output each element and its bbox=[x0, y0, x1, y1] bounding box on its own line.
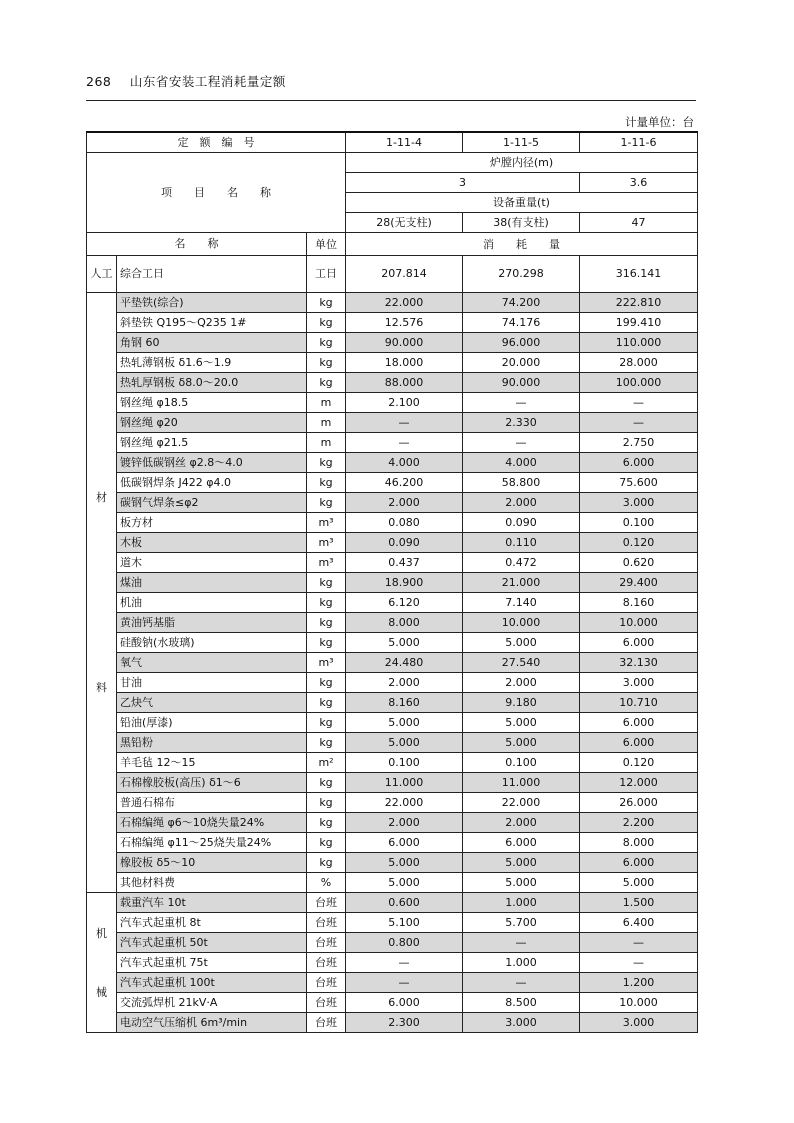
material-row bbox=[87, 353, 698, 373]
material-value: 2.100 bbox=[346, 393, 463, 413]
machinery-value: 2.300 bbox=[346, 1013, 463, 1033]
material-value: 5.000 bbox=[580, 873, 698, 893]
machinery-value: — bbox=[580, 953, 698, 973]
material-value: 6.000 bbox=[463, 833, 580, 853]
material-name: 木板 bbox=[117, 533, 307, 553]
machinery-group-char: 械 bbox=[96, 985, 107, 999]
material-unit: kg bbox=[307, 293, 346, 313]
machinery-value: 6.000 bbox=[346, 993, 463, 1013]
machinery-value: 1.000 bbox=[463, 953, 580, 973]
machinery-row bbox=[87, 953, 698, 973]
material-value: 24.480 bbox=[346, 653, 463, 673]
material-value: 2.000 bbox=[346, 813, 463, 833]
machinery-value: 5.100 bbox=[346, 913, 463, 933]
material-row bbox=[87, 833, 698, 853]
furnace-diameter-label: 炉膛内径(m) bbox=[346, 153, 698, 173]
material-name: 乙炔气 bbox=[117, 693, 307, 713]
material-name: 平垫铁(综合) bbox=[117, 293, 307, 313]
machinery-group-char: 机 bbox=[96, 926, 107, 940]
material-value: 199.410 bbox=[580, 313, 698, 333]
material-unit: kg bbox=[307, 833, 346, 853]
material-value: 5.000 bbox=[463, 853, 580, 873]
material-value: 32.130 bbox=[580, 653, 698, 673]
machinery-value: — bbox=[580, 933, 698, 953]
material-value: 2.000 bbox=[463, 673, 580, 693]
material-value: 22.000 bbox=[346, 793, 463, 813]
material-value: 20.000 bbox=[463, 353, 580, 373]
machinery-row bbox=[87, 933, 698, 953]
material-name: 橡胶板 δ5～10 bbox=[117, 853, 307, 873]
machinery-name: 汽车式起重机 100t bbox=[117, 973, 307, 993]
labor-name: 综合工日 bbox=[117, 256, 307, 293]
labor-value: 207.814 bbox=[346, 256, 463, 293]
material-value: 0.120 bbox=[580, 753, 698, 773]
material-value: 9.180 bbox=[463, 693, 580, 713]
material-value: 46.200 bbox=[346, 473, 463, 493]
material-row bbox=[87, 653, 698, 673]
material-group-char: 料 bbox=[96, 681, 107, 694]
material-unit: m³ bbox=[307, 533, 346, 553]
material-value: 11.000 bbox=[463, 773, 580, 793]
material-name: 铅油(厚漆) bbox=[117, 713, 307, 733]
material-value: — bbox=[463, 433, 580, 453]
labor-value: 270.298 bbox=[463, 256, 580, 293]
material-value: 0.080 bbox=[346, 513, 463, 533]
weight-cell: 38(有支柱) bbox=[463, 213, 580, 233]
consumption-column-header: 消 耗 量 bbox=[346, 233, 698, 256]
material-unit: kg bbox=[307, 673, 346, 693]
material-value: 2.000 bbox=[463, 813, 580, 833]
material-value: 12.000 bbox=[580, 773, 698, 793]
material-row bbox=[87, 853, 698, 873]
material-value: 0.100 bbox=[580, 513, 698, 533]
material-unit: kg bbox=[307, 333, 346, 353]
unit-column-header: 单位 bbox=[307, 233, 346, 256]
material-row bbox=[87, 313, 698, 333]
material-value: 100.000 bbox=[580, 373, 698, 393]
material-value: 96.000 bbox=[463, 333, 580, 353]
machinery-value: 1.500 bbox=[580, 893, 698, 913]
code-row bbox=[87, 132, 698, 153]
material-row bbox=[87, 773, 698, 793]
material-value: 2.330 bbox=[463, 413, 580, 433]
code-cell: 1-11-5 bbox=[463, 132, 580, 153]
material-name: 斜垫铁 Q195～Q235 1# bbox=[117, 313, 307, 333]
material-row bbox=[87, 373, 698, 393]
material-name: 羊毛毡 12～15 bbox=[117, 753, 307, 773]
material-name: 碳钢气焊条≤φ2 bbox=[117, 493, 307, 513]
material-name: 氧气 bbox=[117, 653, 307, 673]
machinery-group-label bbox=[87, 893, 117, 1033]
material-value: 3.000 bbox=[580, 493, 698, 513]
material-value: 28.000 bbox=[580, 353, 698, 373]
material-unit: kg bbox=[307, 473, 346, 493]
machinery-name: 交流弧焊机 21kV·A bbox=[117, 993, 307, 1013]
material-name: 机油 bbox=[117, 593, 307, 613]
machinery-unit: 台班 bbox=[307, 1013, 346, 1033]
machinery-row bbox=[87, 993, 698, 1013]
material-row bbox=[87, 413, 698, 433]
machinery-unit: 台班 bbox=[307, 893, 346, 913]
material-value: 0.120 bbox=[580, 533, 698, 553]
material-value: 8.000 bbox=[580, 833, 698, 853]
name-column-header: 名 称 bbox=[87, 233, 307, 256]
unit-note: 计量单位：台 bbox=[625, 115, 694, 129]
material-row bbox=[87, 813, 698, 833]
material-value: 0.620 bbox=[580, 553, 698, 573]
material-value: 6.000 bbox=[580, 713, 698, 733]
material-value: 2.000 bbox=[346, 673, 463, 693]
material-value: — bbox=[580, 393, 698, 413]
machinery-value: 3.000 bbox=[580, 1013, 698, 1033]
machinery-unit: 台班 bbox=[307, 933, 346, 953]
header-rule bbox=[86, 100, 696, 101]
material-value: 0.437 bbox=[346, 553, 463, 573]
material-name: 甘油 bbox=[117, 673, 307, 693]
diameter-cell: 3 bbox=[346, 173, 580, 193]
machinery-value: 8.500 bbox=[463, 993, 580, 1013]
material-name: 煤油 bbox=[117, 573, 307, 593]
material-value: 2.000 bbox=[346, 493, 463, 513]
material-value: 2.200 bbox=[580, 813, 698, 833]
material-row bbox=[87, 533, 698, 553]
material-value: 5.000 bbox=[463, 713, 580, 733]
material-value: 18.000 bbox=[346, 353, 463, 373]
material-value: 90.000 bbox=[346, 333, 463, 353]
material-name: 钢丝绳 φ18.5 bbox=[117, 393, 307, 413]
machinery-name: 电动空气压缩机 6m³/min bbox=[117, 1013, 307, 1033]
material-value: 5.000 bbox=[346, 633, 463, 653]
material-row bbox=[87, 573, 698, 593]
material-row bbox=[87, 873, 698, 893]
material-value: 8.160 bbox=[580, 593, 698, 613]
material-value: 6.000 bbox=[580, 853, 698, 873]
page-header bbox=[86, 72, 286, 90]
material-name: 黑铅粉 bbox=[117, 733, 307, 753]
material-unit: m³ bbox=[307, 513, 346, 533]
machinery-row bbox=[87, 1013, 698, 1033]
material-value: 6.000 bbox=[580, 633, 698, 653]
material-value: 0.100 bbox=[463, 753, 580, 773]
material-name: 黄油钙基脂 bbox=[117, 613, 307, 633]
material-row bbox=[87, 293, 698, 313]
material-value: 10.000 bbox=[463, 613, 580, 633]
material-row bbox=[87, 593, 698, 613]
column-header-row bbox=[87, 233, 698, 256]
material-row bbox=[87, 453, 698, 473]
material-value: 2.000 bbox=[463, 493, 580, 513]
material-unit: m³ bbox=[307, 553, 346, 573]
material-value: 7.140 bbox=[463, 593, 580, 613]
material-name: 其他材料费 bbox=[117, 873, 307, 893]
material-group-label bbox=[87, 293, 117, 893]
machinery-name: 汽车式起重机 50t bbox=[117, 933, 307, 953]
material-row bbox=[87, 493, 698, 513]
material-value: 5.000 bbox=[346, 853, 463, 873]
machinery-value: — bbox=[463, 973, 580, 993]
item-name-label: 项 目 名 称 bbox=[87, 153, 346, 233]
material-unit: kg bbox=[307, 813, 346, 833]
weight-label: 设备重量(t) bbox=[346, 193, 698, 213]
material-value: 0.090 bbox=[346, 533, 463, 553]
machinery-name: 载重汽车 10t bbox=[117, 893, 307, 913]
machinery-row bbox=[87, 893, 698, 913]
material-row bbox=[87, 693, 698, 713]
material-value: 6.000 bbox=[580, 733, 698, 753]
material-unit: kg bbox=[307, 313, 346, 333]
material-value: 21.000 bbox=[463, 573, 580, 593]
material-value: 3.000 bbox=[580, 673, 698, 693]
material-name: 低碳钢焊条 J422 φ4.0 bbox=[117, 473, 307, 493]
material-value: 6.000 bbox=[346, 833, 463, 853]
labor-row bbox=[87, 256, 698, 293]
labor-unit: 工日 bbox=[307, 256, 346, 293]
material-value: — bbox=[463, 393, 580, 413]
machinery-value: — bbox=[463, 933, 580, 953]
machinery-name: 汽车式起重机 75t bbox=[117, 953, 307, 973]
material-value: 6.120 bbox=[346, 593, 463, 613]
material-value: 10.710 bbox=[580, 693, 698, 713]
material-value: 22.000 bbox=[346, 293, 463, 313]
material-row bbox=[87, 433, 698, 453]
material-name: 热轧厚钢板 δ8.0～20.0 bbox=[117, 373, 307, 393]
material-value: 0.100 bbox=[346, 753, 463, 773]
material-name: 石棉橡胶板(高压) δ1～6 bbox=[117, 773, 307, 793]
material-name: 钢丝绳 φ20 bbox=[117, 413, 307, 433]
material-value: 10.000 bbox=[580, 613, 698, 633]
material-unit: kg bbox=[307, 573, 346, 593]
material-unit: kg bbox=[307, 613, 346, 633]
material-unit: kg bbox=[307, 733, 346, 753]
material-row bbox=[87, 633, 698, 653]
material-value: 27.540 bbox=[463, 653, 580, 673]
material-row bbox=[87, 513, 698, 533]
material-row bbox=[87, 553, 698, 573]
material-unit: kg bbox=[307, 633, 346, 653]
material-name: 钢丝绳 φ21.5 bbox=[117, 433, 307, 453]
material-value: — bbox=[346, 413, 463, 433]
material-value: 4.000 bbox=[346, 453, 463, 473]
material-row bbox=[87, 733, 698, 753]
machinery-value: 10.000 bbox=[580, 993, 698, 1013]
material-value: 5.000 bbox=[463, 733, 580, 753]
material-value: 29.400 bbox=[580, 573, 698, 593]
material-value: — bbox=[580, 413, 698, 433]
material-name: 角钢 60 bbox=[117, 333, 307, 353]
material-value: 2.750 bbox=[580, 433, 698, 453]
material-unit: kg bbox=[307, 593, 346, 613]
code-cell: 1-11-6 bbox=[580, 132, 698, 153]
material-value: 74.176 bbox=[463, 313, 580, 333]
weight-cell: 28(无支柱) bbox=[346, 213, 463, 233]
diameter-cell: 3.6 bbox=[580, 173, 698, 193]
material-name: 普通石棉布 bbox=[117, 793, 307, 813]
labor-group-label: 人工 bbox=[87, 256, 117, 293]
machinery-value: 0.600 bbox=[346, 893, 463, 913]
material-unit: kg bbox=[307, 713, 346, 733]
material-unit: kg bbox=[307, 793, 346, 813]
material-row bbox=[87, 793, 698, 813]
machinery-value: 1.000 bbox=[463, 893, 580, 913]
material-value: 12.576 bbox=[346, 313, 463, 333]
material-unit: kg bbox=[307, 373, 346, 393]
material-name: 道木 bbox=[117, 553, 307, 573]
machinery-name: 汽车式起重机 8t bbox=[117, 913, 307, 933]
material-name: 热轧薄钢板 δ1.6～1.9 bbox=[117, 353, 307, 373]
material-value: 0.472 bbox=[463, 553, 580, 573]
material-value: 5.000 bbox=[463, 873, 580, 893]
material-name: 石棉编绳 φ11～25烧失量24% bbox=[117, 833, 307, 853]
machinery-value: 3.000 bbox=[463, 1013, 580, 1033]
diameter-label-row bbox=[87, 153, 698, 173]
material-unit: kg bbox=[307, 493, 346, 513]
material-unit: kg bbox=[307, 693, 346, 713]
labor-value: 316.141 bbox=[580, 256, 698, 293]
machinery-value: — bbox=[346, 953, 463, 973]
material-value: 58.800 bbox=[463, 473, 580, 493]
material-value: — bbox=[346, 433, 463, 453]
machinery-value: 5.700 bbox=[463, 913, 580, 933]
machinery-unit: 台班 bbox=[307, 913, 346, 933]
material-row bbox=[87, 393, 698, 413]
material-value: 6.000 bbox=[580, 453, 698, 473]
material-value: 22.000 bbox=[463, 793, 580, 813]
material-unit: kg bbox=[307, 853, 346, 873]
machinery-value: 1.200 bbox=[580, 973, 698, 993]
material-value: 88.000 bbox=[346, 373, 463, 393]
machinery-unit: 台班 bbox=[307, 973, 346, 993]
material-group-char: 材 bbox=[96, 491, 107, 504]
material-unit: % bbox=[307, 873, 346, 893]
material-value: 90.000 bbox=[463, 373, 580, 393]
material-unit: kg bbox=[307, 353, 346, 373]
material-value: 222.810 bbox=[580, 293, 698, 313]
material-value: 11.000 bbox=[346, 773, 463, 793]
code-label: 定 额 编 号 bbox=[87, 132, 346, 153]
book-title: 山东省安装工程消耗量定额 bbox=[129, 74, 286, 89]
material-value: 4.000 bbox=[463, 453, 580, 473]
material-unit: m³ bbox=[307, 653, 346, 673]
machinery-unit: 台班 bbox=[307, 993, 346, 1013]
material-row bbox=[87, 753, 698, 773]
material-row bbox=[87, 673, 698, 693]
material-value: 8.000 bbox=[346, 613, 463, 633]
material-value: 26.000 bbox=[580, 793, 698, 813]
code-cell: 1-11-4 bbox=[346, 132, 463, 153]
material-unit: kg bbox=[307, 453, 346, 473]
material-row bbox=[87, 713, 698, 733]
material-value: 5.000 bbox=[463, 633, 580, 653]
material-name: 镀锌低碳钢丝 φ2.8～4.0 bbox=[117, 453, 307, 473]
page-number: 268 bbox=[86, 74, 112, 89]
material-unit: m bbox=[307, 433, 346, 453]
material-unit: m² bbox=[307, 753, 346, 773]
material-value: 0.090 bbox=[463, 513, 580, 533]
machinery-value: — bbox=[346, 973, 463, 993]
weight-cell: 47 bbox=[580, 213, 698, 233]
material-value: 74.200 bbox=[463, 293, 580, 313]
material-value: 5.000 bbox=[346, 713, 463, 733]
material-value: 18.900 bbox=[346, 573, 463, 593]
material-value: 75.600 bbox=[580, 473, 698, 493]
material-value: 5.000 bbox=[346, 733, 463, 753]
material-name: 硅酸钠(水玻璃) bbox=[117, 633, 307, 653]
material-value: 0.110 bbox=[463, 533, 580, 553]
material-value: 8.160 bbox=[346, 693, 463, 713]
machinery-row bbox=[87, 913, 698, 933]
material-name: 板方材 bbox=[117, 513, 307, 533]
material-unit: m bbox=[307, 393, 346, 413]
quota-table bbox=[86, 131, 698, 1033]
material-name: 石棉编绳 φ6～10烧失量24% bbox=[117, 813, 307, 833]
material-row bbox=[87, 613, 698, 633]
material-value: 5.000 bbox=[346, 873, 463, 893]
machinery-unit: 台班 bbox=[307, 953, 346, 973]
machinery-row bbox=[87, 973, 698, 993]
material-row bbox=[87, 333, 698, 353]
material-unit: kg bbox=[307, 773, 346, 793]
material-unit: m bbox=[307, 413, 346, 433]
machinery-value: 6.400 bbox=[580, 913, 698, 933]
machinery-value: 0.800 bbox=[346, 933, 463, 953]
material-row bbox=[87, 473, 698, 493]
material-value: 110.000 bbox=[580, 333, 698, 353]
